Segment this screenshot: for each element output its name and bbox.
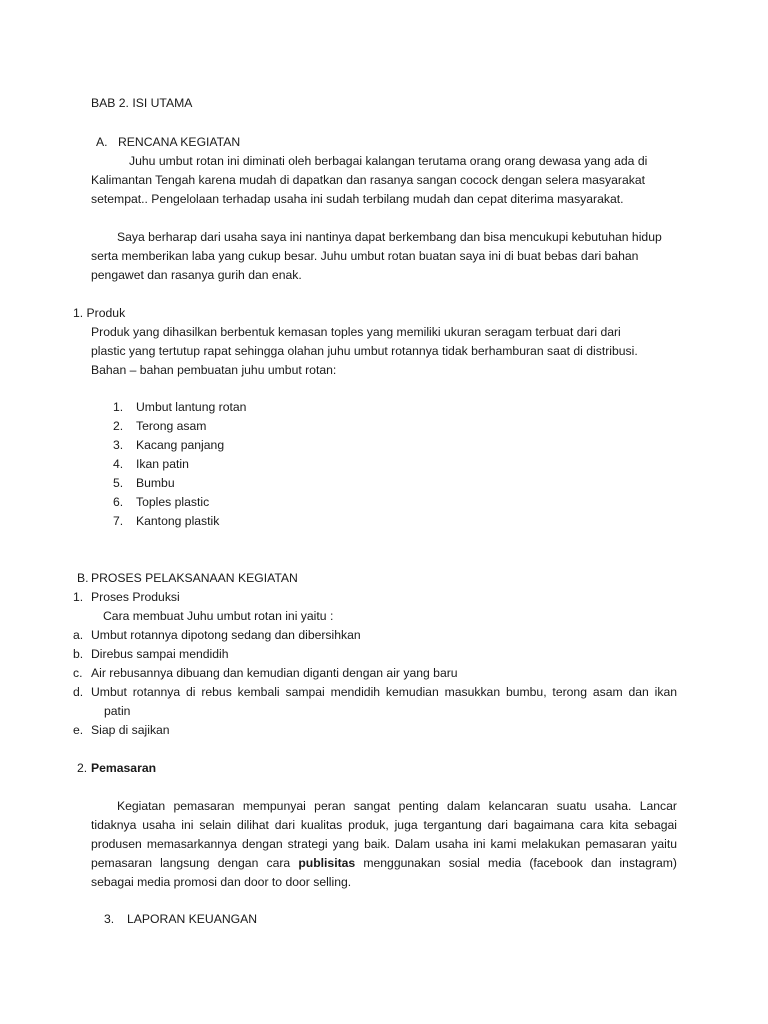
list-letter: c.: [73, 666, 83, 680]
para2-line2: serta memberikan laba yang cukup besar. Juhu umbut rotan buatan saya ini di buat bebas dari bahan: [91, 249, 639, 263]
section-b-title: PROSES PELAKSANAAN KEGIATAN: [91, 571, 298, 585]
list-letter: a.: [73, 628, 84, 642]
pemasaran-line5: sebagai media promosi dan door to door selling.: [91, 875, 352, 889]
list-text: Bumbu: [136, 476, 175, 490]
list-number: 4.: [113, 457, 124, 471]
para2-line3: pengawet dan rasanya gurih dan enak.: [91, 268, 302, 282]
chapter-title: BAB 2. ISI UTAMA: [91, 96, 193, 110]
laporan-number: 3.: [104, 912, 115, 926]
list-text: Ikan patin: [136, 457, 189, 471]
list-text: Air rebusannya dibuang dan kemudian diganti dengan air yang baru: [91, 666, 458, 680]
list-text: Umbut lantung rotan: [136, 400, 247, 414]
proses-title: Proses Produksi: [91, 590, 180, 604]
list-letter: b.: [73, 647, 84, 661]
publisitas-bold: publisitas: [298, 856, 356, 870]
list-number: 2.: [113, 419, 124, 433]
pemasaran-line3: produsen memasarkannya dengan strategi yang baik. Dalam usaha ini kami melakukan pemasaran yaitu: [91, 837, 677, 851]
produk-line3: Bahan – bahan pembuatan juhu umbut rotan:: [91, 363, 337, 377]
section-a-title: RENCANA KEGIATAN: [118, 135, 241, 149]
list-text: Kantong plastik: [136, 514, 220, 528]
list-text: Siap di sajikan: [91, 723, 170, 737]
list-text: Terong asam: [136, 419, 207, 433]
pemasaran-line1: Kegiatan pemasaran mempunyai peran sangat penting dalam kelancaran suatu usaha. Lancar: [117, 799, 677, 813]
list-number: 3.: [113, 438, 124, 452]
list-number: 7.: [113, 514, 124, 528]
laporan-title: LAPORAN KEUANGAN: [127, 912, 258, 926]
list-text: Umbut rotannya di rebus kembali sampai mendidih kemudian masukkan bumbu, terong asam dan ikan: [91, 685, 677, 699]
pemasaran-title: Pemasaran: [91, 761, 157, 775]
list-number: 5.: [113, 476, 124, 490]
list-text: Toples plastic: [136, 495, 210, 509]
list-number: 1.: [113, 400, 124, 414]
produk-line1: Produk yang dihasilkan berbentuk kemasan toples yang memiliki ukuran seragam terbuat dari dari: [91, 325, 621, 339]
list-text: Kacang panjang: [136, 438, 225, 452]
pemasaran-line2: tidaknya usaha ini selain dilihat dari kualitas produk, juga tergantung dari bagaimana cara kita sebagai: [91, 818, 677, 832]
pemasaran-line4: [91, 856, 677, 871]
proses-intro: Cara membuat Juhu umbut rotan ini yaitu :: [103, 609, 334, 623]
list-letter: d.: [73, 685, 84, 699]
section-b-marker: B.: [77, 571, 89, 585]
para1-line3: setempat.. Pengelolaan terhadap usaha ini sudah terbilang mudah dan cepat diterima masyarakat.: [91, 192, 624, 206]
para1-line1: Juhu umbut rotan ini diminati oleh berbagai kalangan terutama orang orang dewasa yang ada di: [129, 154, 648, 168]
proses-number: 1.: [73, 590, 84, 604]
produk-line2: plastic yang tertutup rapat sehingga olahan juhu umbut rotannya tidak berhamburan saat di distribusi.: [91, 344, 638, 358]
list-letter: e.: [73, 723, 84, 737]
line4-post: menggunakan sosial media (facebook dan instagram): [355, 856, 677, 870]
para1-line2: Kalimantan Tengah karena mudah di dapatkan dan rasanya sangan cocock dengan selera masyarakat: [91, 173, 645, 187]
list-text: patin: [104, 704, 131, 718]
section-a-marker: A.: [96, 135, 108, 149]
list-number: 6.: [113, 495, 124, 509]
list-text: Umbut rotannya dipotong sedang dan dibersihkan: [91, 628, 361, 642]
produk-heading: 1. Produk: [73, 306, 126, 320]
list-text: Direbus sampai mendidih: [91, 647, 229, 661]
pemasaran-number: 2.: [77, 761, 88, 775]
line4-pre: pemasaran langsung dengan cara: [91, 856, 299, 870]
para2-line1: Saya berharap dari usaha saya ini nantinya dapat berkembang dan bisa mencukupi kebutuhan hidup: [117, 230, 662, 244]
